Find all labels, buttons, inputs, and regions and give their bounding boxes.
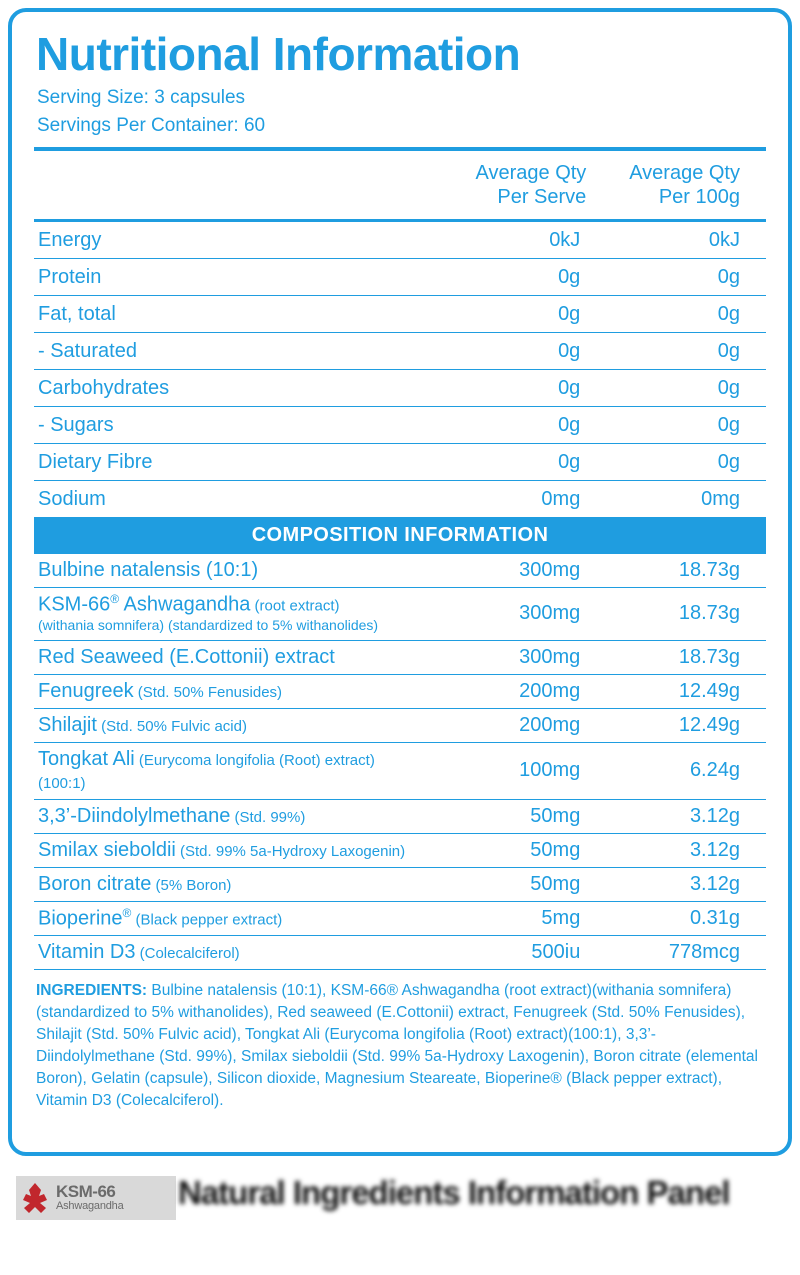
ksm66-badge-line1: KSM-66 [56, 1182, 116, 1202]
row-label: Sodium [34, 481, 415, 518]
header-blank [34, 155, 415, 217]
row-per-100g: 18.73g [590, 588, 766, 640]
ingredient-name: Smilax sieboldii [38, 838, 176, 861]
row-per-serve: 500iu [415, 936, 591, 970]
row-per-serve: 0g [415, 370, 591, 407]
row-label: Protein [34, 259, 415, 296]
row-per-serve: 0g [415, 407, 591, 444]
row-per-serve: 50mg [415, 833, 591, 867]
row-per-100g: 3.12g [590, 833, 766, 867]
table-row [34, 407, 766, 444]
row-per-100g: 0g [590, 407, 766, 444]
ingredient-note: (Std. 99%) [230, 808, 306, 826]
ingredient-note: (Eurycoma longifolia (Root) extract)(100:1) [38, 751, 375, 792]
table-row [34, 742, 766, 799]
servings-per-container-label: Servings Per Container: 60 [37, 114, 266, 136]
row-per-serve: 200mg [415, 708, 591, 742]
row-per-100g: 12.49g [590, 674, 766, 708]
row-per-100g: 6.24g [590, 742, 766, 799]
ingredient-name: Bioperine [38, 907, 123, 930]
ingredient-note: (Std. 50% Fenusides) [133, 683, 283, 701]
row-per-serve: 0g [415, 296, 591, 333]
row-per-100g: 3.12g [590, 799, 766, 833]
row-label [34, 588, 415, 640]
ksm66-badge-line2: Ashwagandha [56, 1200, 124, 1213]
footer [8, 1168, 792, 1266]
row-per-100g: 3.12g [590, 867, 766, 901]
ingredient-name: Vitamin D3 [38, 941, 136, 964]
row-per-100g: 18.73g [590, 554, 766, 588]
row-label: - Sugars [34, 407, 415, 444]
registered-mark: ® [122, 905, 132, 920]
header-per-100g-line1: Average Qty [629, 162, 740, 185]
row-per-serve: 50mg [415, 799, 591, 833]
serving-size-label: Serving Size: 3 capsules [37, 87, 246, 109]
ingredients-label: INGREDIENTS: [36, 982, 148, 1000]
row-label [34, 799, 415, 833]
row-label: Carbohydrates [34, 370, 415, 407]
table-row [34, 901, 766, 936]
row-per-serve: 5mg [415, 901, 591, 936]
row-per-serve: 0g [415, 333, 591, 370]
row-label [34, 640, 415, 674]
ingredient-name: KSM-66 [38, 594, 111, 617]
composition-banner [34, 518, 766, 555]
ingredient-note: (Std. 50% Fulvic acid) [96, 717, 247, 735]
ingredient-name: Red Seaweed (E.Cottonii) extract [38, 645, 335, 668]
table-row [34, 444, 766, 481]
ingredients-text: Bulbine natalensis (10:1), KSM-66® Ashwagandha (root extract)(withania somnifera) (standardized to 5% withanolides), Red seaweed (E.Cottonii) extract, Fenugreek (Std. 50% Fenusides), Shilajit (Std. 50% Fulvic acid), Tongkat Ali (Eurycoma longifolia (Root) extract)(100:1), 3,3’-Diindolylmethane (Std. 99%), Smilax sieboldii (Std. 99% 5a-Hydroxy Laxogenin), Boron citrate (elemental Boron), Gelatin (capsule), Silicon dioxide, Magnesium Steareate, Bioperine® (Black pepper extract), Vitamin D3 (Colecalciferol). [36, 982, 758, 1110]
table-row [34, 333, 766, 370]
table-row [34, 554, 766, 588]
composition-banner-label: COMPOSITION INFORMATION [34, 518, 766, 555]
table-row [34, 259, 766, 296]
row-label: Energy [34, 221, 415, 259]
panel-inner [12, 12, 788, 1122]
table-row [34, 370, 766, 407]
row-per-100g: 0g [590, 296, 766, 333]
row-label: Dietary Fibre [34, 444, 415, 481]
row-per-serve: 300mg [415, 554, 591, 588]
ksm66-badge [16, 1176, 176, 1220]
header-per-serve [415, 155, 591, 217]
table-row [34, 481, 766, 518]
table-row [34, 708, 766, 742]
ingredient-name-tail: Ashwagandha [119, 594, 251, 617]
row-per-serve: 0g [415, 259, 591, 296]
row-label [34, 708, 415, 742]
ingredient-note: (5% Boron) [151, 876, 232, 894]
table-row [34, 833, 766, 867]
row-label: - Saturated [34, 333, 415, 370]
ingredient-name: Shilajit [38, 713, 97, 736]
ingredient-name: Bulbine natalensis (10:1) [38, 559, 259, 582]
table-row [34, 674, 766, 708]
header-per-100g [590, 155, 766, 217]
row-label [34, 936, 415, 970]
registered-mark: ® [110, 592, 120, 607]
ingredient-note: (Std. 99% 5a-Hydroxy Laxogenin) [175, 842, 406, 860]
page-title: Nutritional Information [36, 28, 521, 80]
ingredient-name: Tongkat Ali [38, 747, 135, 770]
ingredient-name: Fenugreek [38, 679, 134, 702]
ksm66-badge-text [56, 1183, 124, 1212]
row-per-serve: 200mg [415, 674, 591, 708]
row-per-100g: 0g [590, 259, 766, 296]
row-label: Fat, total [34, 296, 415, 333]
row-per-serve: 0kJ [415, 221, 591, 259]
row-per-serve: 300mg [415, 640, 591, 674]
table-row [34, 221, 766, 259]
row-per-100g: 0g [590, 444, 766, 481]
row-label [34, 833, 415, 867]
row-per-100g: 0kJ [590, 221, 766, 259]
table-row [34, 640, 766, 674]
table-row [34, 936, 766, 970]
nutrition-panel [8, 8, 792, 1156]
header-per-serve-line2: Per Serve [497, 186, 587, 209]
row-per-100g: 12.49g [590, 708, 766, 742]
row-label [34, 901, 415, 936]
table-row [34, 799, 766, 833]
ingredient-name: Boron citrate [38, 872, 152, 895]
table-row [34, 296, 766, 333]
row-per-serve: 0g [415, 444, 591, 481]
row-per-serve: 0mg [415, 481, 591, 518]
footer-obscured-text: Natural Ingredients Information Panel [178, 1174, 730, 1211]
table-header-row [34, 155, 766, 217]
row-per-100g: 18.73g [590, 640, 766, 674]
row-per-100g: 0.31g [590, 901, 766, 936]
row-per-serve: 50mg [415, 867, 591, 901]
ksm66-logo-icon [20, 1181, 50, 1215]
header-per-serve-line1: Average Qty [475, 162, 587, 185]
ingredient-note: (Black pepper extract) [131, 911, 283, 929]
header-per-100g-line2: Per 100g [658, 186, 740, 209]
row-per-100g: 778mcg [590, 936, 766, 970]
row-per-serve: 300mg [415, 588, 591, 640]
table-row [34, 867, 766, 901]
row-label [34, 674, 415, 708]
ingredients-block [34, 980, 766, 1112]
ingredient-note: (root extract) [250, 598, 340, 616]
row-per-100g: 0mg [590, 481, 766, 518]
row-label [34, 554, 415, 588]
row-per-100g: 0g [590, 370, 766, 407]
row-per-serve: 100mg [415, 742, 591, 799]
ingredient-note: (Colecalciferol) [135, 945, 240, 963]
ingredient-note-2: (withania somnifera) (standardized to 5% withanolides) [38, 617, 379, 634]
ingredient-name: 3,3’-Diindolylmethane [38, 804, 231, 827]
row-label [34, 867, 415, 901]
table-row [34, 588, 766, 640]
row-per-100g: 0g [590, 333, 766, 370]
row-label [34, 742, 415, 799]
nutrition-table [34, 147, 766, 970]
